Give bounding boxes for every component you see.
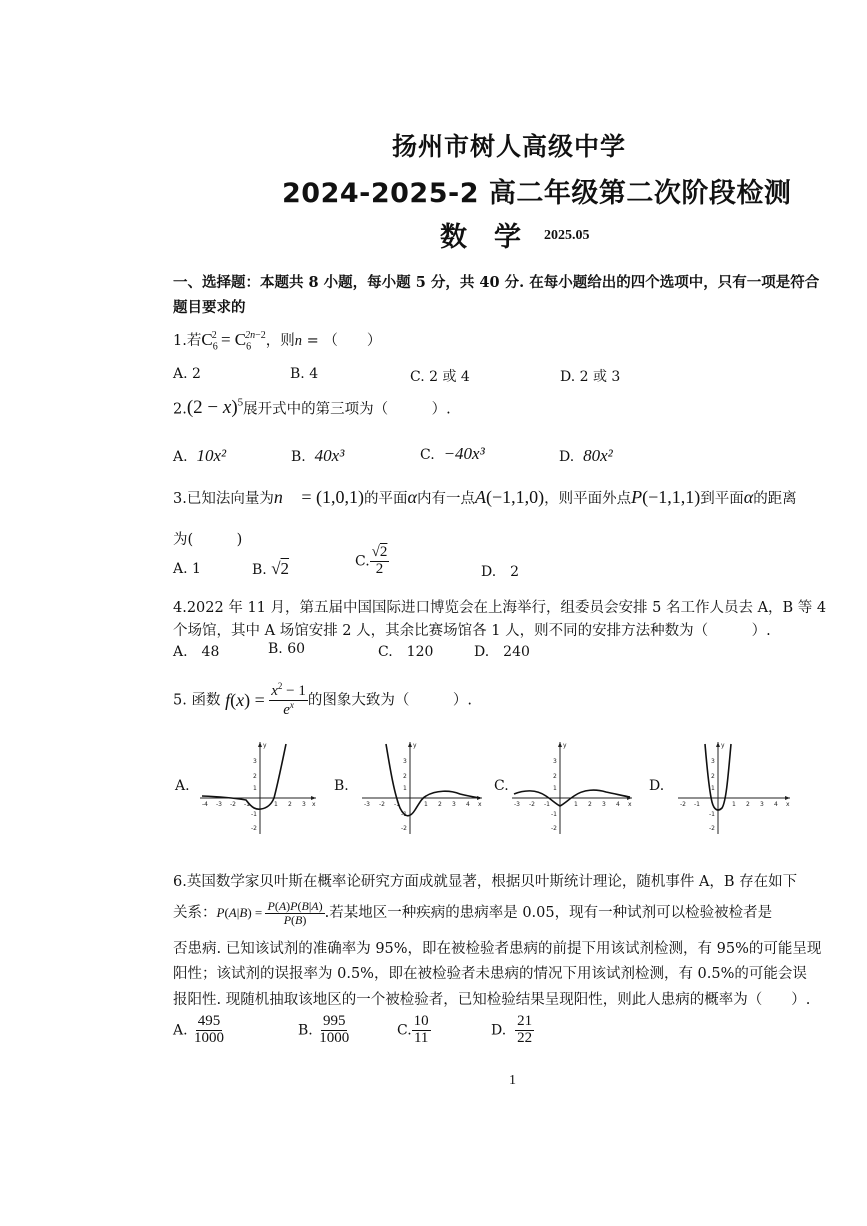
q3-normal-vector: n⃗ = (1,0,1) bbox=[273, 487, 364, 507]
svg-text:3: 3 bbox=[711, 758, 715, 765]
svg-text:3: 3 bbox=[253, 758, 257, 765]
svg-text:2: 2 bbox=[588, 801, 592, 808]
svg-text:-1: -1 bbox=[401, 811, 407, 818]
q2-stem: 展开式中的第三项为（ ）. bbox=[243, 401, 451, 418]
svg-text:3: 3 bbox=[553, 758, 557, 765]
svg-text:y: y bbox=[563, 742, 567, 749]
q4-option-b[interactable]: B. 60 bbox=[268, 641, 306, 657]
svg-text:1: 1 bbox=[553, 785, 557, 792]
question-5: 5. 函数 f(x) = $\frac{x^2 - 1}{e^x}$ 的图象大致为（ ）. bbox=[173, 681, 472, 718]
svg-text:4: 4 bbox=[466, 801, 470, 808]
section-heading-line1: 一、选择题：本题共 8 小题，每小题 5 分，共 40 分. 在每小题给出的四个选项中，只有一项是符合 bbox=[173, 274, 820, 291]
q1-variable: n bbox=[294, 333, 303, 349]
svg-text:-1: -1 bbox=[394, 801, 400, 808]
q1-prefix: 1.若 bbox=[173, 333, 202, 349]
svg-text:-2: -2 bbox=[401, 825, 407, 832]
svg-text:2: 2 bbox=[403, 773, 407, 780]
svg-text:1: 1 bbox=[732, 801, 736, 808]
svg-text:3: 3 bbox=[403, 758, 407, 765]
question-6-line4: 阳性；该试剂的误报率为 0.5%，即在被检验者未患病的情况下用该试剂检测，有 0.5%的可能会误 bbox=[173, 966, 807, 982]
svg-text:3: 3 bbox=[302, 801, 306, 808]
svg-text:2: 2 bbox=[746, 801, 750, 808]
q6-bayes-fraction: $\frac{P(A)P(B|A)}{P(B)}$ bbox=[267, 899, 323, 927]
q5-function-fraction: $\frac{x^2 - 1}{e^x}$ bbox=[271, 681, 306, 718]
svg-text:1: 1 bbox=[424, 801, 428, 808]
subject-title: 数 学 bbox=[440, 222, 521, 253]
svg-text:y: y bbox=[413, 742, 417, 749]
q6-option-d[interactable]: D. $\frac{21}{22}$ bbox=[491, 1013, 533, 1046]
q5-graph-c bbox=[510, 738, 636, 838]
svg-text:-1: -1 bbox=[694, 801, 700, 808]
q1-connector: ，则 bbox=[265, 333, 295, 349]
svg-text:4: 4 bbox=[616, 801, 620, 808]
svg-text:y: y bbox=[263, 742, 267, 749]
question-1 bbox=[173, 329, 381, 352]
svg-text:2: 2 bbox=[438, 801, 442, 808]
svg-text:-1: -1 bbox=[251, 811, 257, 818]
question-4-line2: 个场馆，其中 A 场馆安排 2 人，其余比赛场馆各 1 人，则不同的安排方法种数为（ ）. bbox=[173, 623, 771, 639]
page-number: 1 bbox=[509, 1073, 516, 1088]
q3-option-a[interactable]: A. 1 bbox=[173, 561, 201, 577]
q3-option-c[interactable]: C. $\frac{√2}{2}$ bbox=[355, 544, 388, 577]
exam-date: 2025.05 bbox=[544, 228, 590, 243]
q1-option-d[interactable]: D. 2 或 3 bbox=[560, 369, 621, 385]
svg-text:3: 3 bbox=[760, 801, 764, 808]
q2-option-b[interactable]: B. 40x³ bbox=[291, 446, 345, 465]
svg-text:-1: -1 bbox=[709, 811, 715, 818]
q5-option-b[interactable]: B. bbox=[334, 778, 349, 794]
q6-option-c[interactable]: C. $\frac{10}{11}$ bbox=[397, 1013, 429, 1046]
q1-option-b[interactable]: B. 4 bbox=[290, 366, 319, 382]
q2-option-d[interactable]: D. 80x² bbox=[559, 446, 613, 465]
svg-text:2: 2 bbox=[288, 801, 292, 808]
q5-graph-b bbox=[360, 738, 486, 838]
svg-text:-2: -2 bbox=[379, 801, 385, 808]
q6-option-a[interactable]: A. $\frac{495}{1000}$ bbox=[173, 1013, 225, 1046]
svg-text:-2: -2 bbox=[529, 801, 535, 808]
svg-text:-2: -2 bbox=[230, 801, 236, 808]
q1-option-a[interactable]: A. 2 bbox=[173, 366, 201, 382]
question-6-line5: 报阳性. 现随机抽取该地区的一个被检验者，已知检验结果呈现阳性，则此人患病的概率为（ ）. bbox=[173, 992, 811, 1008]
svg-text:1: 1 bbox=[253, 785, 257, 792]
svg-text:-3: -3 bbox=[216, 801, 222, 808]
q3-point-p: P(−1,1,1) bbox=[631, 487, 701, 507]
q3-option-d[interactable]: D. 2 bbox=[481, 564, 520, 580]
svg-text:x: x bbox=[312, 801, 316, 808]
svg-text:-1: -1 bbox=[244, 801, 250, 808]
q2-prefix: 2. bbox=[173, 401, 187, 418]
q5-graph-a bbox=[198, 738, 320, 838]
question-4-line1: 4.2022 年 11 月，第五届中国国际进口博览会在上海举行，组委员会安排 5 名工作人员去 A，B 等 4 bbox=[173, 600, 827, 616]
q6-option-b[interactable]: B. $\frac{995}{1000}$ bbox=[298, 1013, 350, 1046]
q5-option-a[interactable]: A. bbox=[175, 778, 190, 794]
svg-text:-2: -2 bbox=[680, 801, 686, 808]
q2-option-c[interactable]: C. −40x³ bbox=[420, 444, 485, 463]
svg-text:1: 1 bbox=[711, 785, 715, 792]
svg-text:-2: -2 bbox=[251, 825, 257, 832]
svg-text:2: 2 bbox=[711, 773, 715, 780]
svg-text:-2: -2 bbox=[709, 825, 715, 832]
svg-text:-1: -1 bbox=[544, 801, 550, 808]
svg-text:-4: -4 bbox=[202, 801, 208, 808]
svg-text:x: x bbox=[478, 801, 482, 808]
question-6-line2: 关系：P(A|B) = $\frac{P(A)P(B|A)}{P(B)}$ .若某地区一种疾病的患病率是 0.05，现有一种试剂可以检验被检者是 bbox=[173, 899, 773, 927]
q4-option-a[interactable]: A. 48 bbox=[173, 644, 220, 660]
exam-title: 2024-2025-2 高二年级第二次阶段检测 bbox=[282, 178, 792, 209]
q2-binomial-expr: $(2 - x)^5$ bbox=[186, 397, 244, 419]
question-3-line1: 3.已知法向量为n⃗ = (1,0,1)的平面α内有一点A(−1,1,0)，则平面外点P(−1,1,1)到平面α的距离 bbox=[173, 487, 797, 507]
question-2 bbox=[173, 397, 451, 419]
svg-text:1: 1 bbox=[574, 801, 578, 808]
q4-option-c[interactable]: C. 120 bbox=[378, 644, 434, 660]
school-name: 扬州市树人高级中学 bbox=[392, 132, 627, 161]
q2-option-a[interactable]: A. 10x² bbox=[173, 446, 227, 465]
svg-text:2: 2 bbox=[553, 773, 557, 780]
question-6-line3: 否患病. 已知该试剂的准确率为 95%，即在被检验者患病的前提下用该试剂检测，有 95%的可能呈现 bbox=[173, 941, 822, 957]
svg-text:-2: -2 bbox=[551, 825, 557, 832]
svg-text:3: 3 bbox=[602, 801, 606, 808]
svg-text:-3: -3 bbox=[364, 801, 370, 808]
q5-function: f(x) = bbox=[225, 689, 270, 710]
svg-text:1: 1 bbox=[403, 785, 407, 792]
q1-combination-expr: $C_6^2 = C_6^{2n-2}$ bbox=[201, 330, 266, 353]
svg-text:1: 1 bbox=[274, 801, 278, 808]
q5-option-d[interactable]: D. bbox=[649, 778, 665, 794]
svg-text:4: 4 bbox=[774, 801, 778, 808]
svg-text:x: x bbox=[786, 801, 790, 808]
q3-option-b[interactable]: B. √2 bbox=[252, 559, 290, 578]
svg-text:y: y bbox=[721, 742, 725, 749]
q3-point-a: A(−1,1,0) bbox=[474, 487, 545, 507]
svg-text:-3: -3 bbox=[514, 801, 520, 808]
q4-option-d[interactable]: D. 240 bbox=[474, 644, 530, 660]
q5-graph-d bbox=[676, 738, 794, 838]
svg-text:-1: -1 bbox=[551, 811, 557, 818]
section-heading-line2: 题目要求的 bbox=[173, 299, 246, 316]
q1-blank: = （ ） bbox=[302, 333, 382, 349]
svg-text:3: 3 bbox=[452, 801, 456, 808]
q1-option-c[interactable]: C. 2 或 4 bbox=[410, 369, 470, 385]
svg-text:2: 2 bbox=[253, 773, 257, 780]
svg-text:x: x bbox=[628, 801, 632, 808]
q5-option-c[interactable]: C. bbox=[494, 778, 509, 794]
question-3-line2: 为( ) bbox=[173, 532, 243, 548]
q6-bayes-lhs: P(A|B) = bbox=[216, 905, 266, 921]
question-6-line1: 6.英国数学家贝叶斯在概率论研究方面成就显著，根据贝叶斯统计理论，随机事件 A，B 存在如下 bbox=[173, 874, 798, 890]
